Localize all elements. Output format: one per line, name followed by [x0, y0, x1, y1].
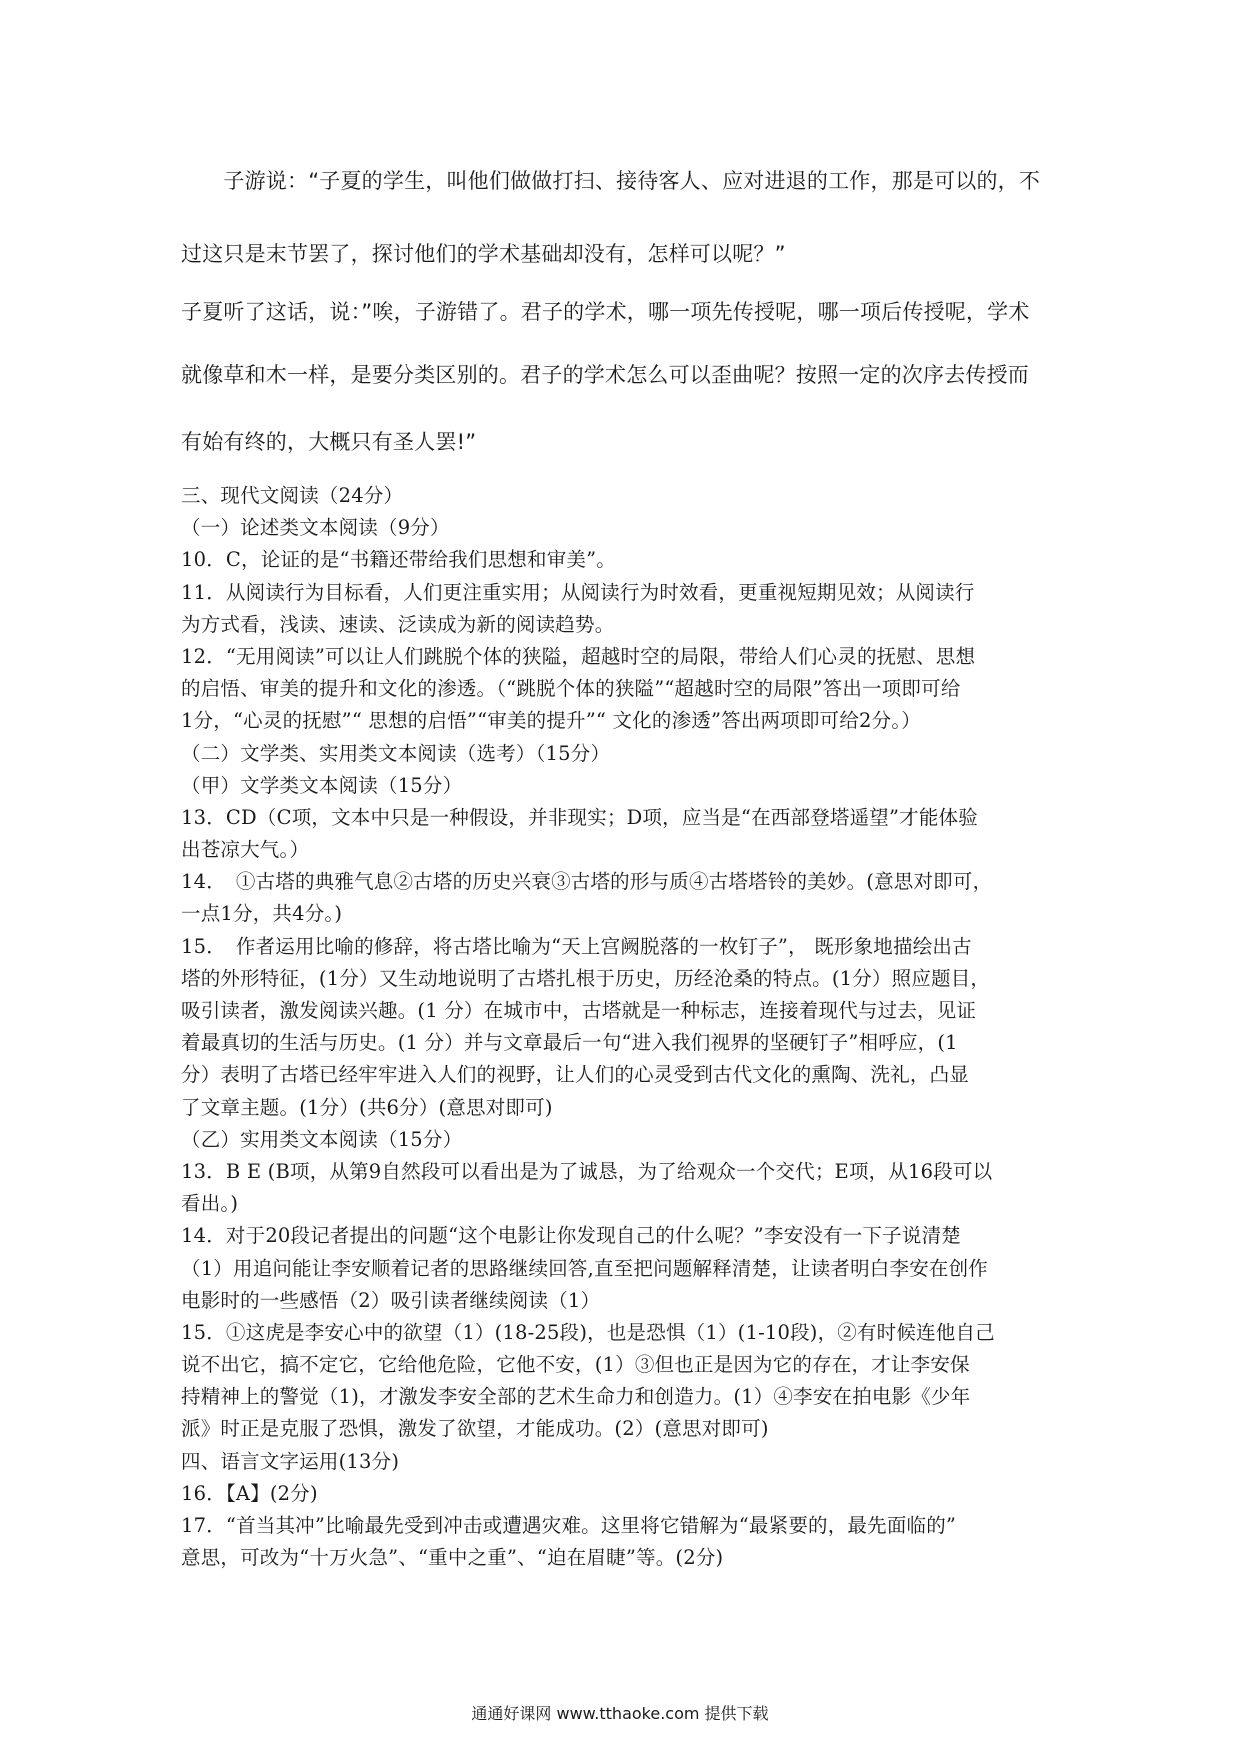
section-heading: 四、语言文字运用(13分)	[181, 1449, 400, 1473]
answer-key	[181, 480, 1071, 1574]
section-heading: 三、现代文阅读（24分）	[181, 484, 404, 507]
footer-watermark: 通通好课网 www.tthaoke.com 提供下载	[471, 1704, 769, 1723]
translation-line: 有始有终的，大概只有圣人罢!”	[181, 430, 477, 454]
answer-line: 电影时的一些感悟（2）吸引读者继续阅读（1）	[181, 1288, 601, 1312]
answer-line: 14． ①古塔的典雅气息②古塔的历史兴衰③古塔的形与质④古塔塔铃的美妙。(意思对即可，	[181, 870, 993, 894]
answer-line: 13．B E (B项，从第9自然段可以看出是为了诚恳，为了给观众一个交代；E项，从16段可以	[181, 1159, 993, 1183]
answer-line: 1分，“心灵的抚慰”“ 思想的启悟”“审美的提升”“ 文化的渗透”答出两项即可给2分。）	[181, 709, 922, 733]
subsection-heading: （一）论述类文本阅读（9分）	[181, 516, 450, 540]
translation-line: 子游说：“子夏的学生，叫他们做做打扫、接待客人、应对进退的工作，那是可以的，不	[181, 169, 1041, 193]
answer-line: 11．从阅读行为目标看，人们更注重实用；从阅读行为时效看，更重视短期见效；从阅读行	[181, 580, 975, 604]
translation-line: 过这只是末节罢了，探讨他们的学术基础却没有，怎样可以呢？”	[181, 242, 786, 266]
translation-line: 子夏听了这话，说：”唉，子游错了。君子的学术，哪一项先传授呢，哪一项后传授呢，学术	[181, 300, 1030, 324]
answer-line: 17．“首当其冲”比喻最先受到冲击或遭遇灾难。这里将它错解为“最紧要的，最先面临的”	[181, 1514, 957, 1537]
answer-line: 塔的外形特征，(1分）又生动地说明了古塔扎根于历史，历经沧桑的特点。(1分）照应题目，	[181, 966, 991, 990]
answer-line: 16．【A】(2分)	[181, 1481, 318, 1505]
answer-line: 出苍凉大气。）	[181, 838, 310, 862]
subsection-heading: （乙）实用类文本阅读（15分）	[181, 1127, 463, 1151]
answer-line: 说不出它，搞不定它，它给他危险，它他不安，(1）③但也正是因为它的存在，才让李安保	[181, 1353, 970, 1377]
answer-line: 为方式看，浅读、速读、泛读成为新的阅读趋势。	[181, 612, 615, 636]
answer-line: 一点1分，共4分。)	[181, 902, 343, 926]
answer-line: 派》时正是克服了恐惧，激发了欲望，才能成功。(2）(意思对即可)	[181, 1417, 769, 1441]
answer-line: 15． 作者运用比喻的修辞，将古塔比喻为“天上宫阙脱落的一枚钉子”， 既形象地描绘出古	[181, 934, 972, 958]
answer-line: 15．①这虎是李安心中的欲望（1）(18-25段)，也是恐惧（1）(1-10段)，②有时候连他自己	[181, 1320, 995, 1344]
answer-line: 吸引读者，激发阅读兴趣。(1 分）在城市中，古塔就是一种标志，连接着现代与过去，见证	[181, 999, 977, 1022]
answer-line: 13．CD（C项，文本中只是一种假设，并非现实；D项，应当是“在西部登塔遥望”才能体验	[181, 805, 978, 829]
answer-line: （1）用追问能让李安顺着记者的思路继续回答,直至把问题解释清楚，让读者明白李安在创作	[181, 1256, 989, 1280]
answer-line: 的启悟、审美的提升和文化的渗透。（“跳脱个体的狭隘”“超越时空的局限”答出一项即可给	[181, 677, 961, 701]
answer-line: 持精神上的警觉（1)，才激发李安全部的艺术生命力和创造力。(1）④李安在拍电影《少年	[181, 1385, 971, 1409]
answer-line: 14．对于20段记者提出的问题“这个电影让你发现自己的什么呢？”李安没有一下子说清楚	[181, 1224, 961, 1248]
answer-line: 看出。)	[181, 1192, 239, 1216]
answer-line: 了文章主题。(1分）(共6分）(意思对即可)	[181, 1095, 553, 1119]
subsection-heading: （甲）文学类文本阅读（15分）	[181, 773, 463, 797]
answer-line: 10．C，论证的是“书籍还带给我们思想和审美”。	[181, 548, 616, 572]
subsection-heading: （二）文学类、实用类文本阅读（选考）（15分）	[181, 741, 611, 765]
answer-line: 意思，可改为“十万火急”、“重中之重”、“迫在眉睫”等。(2分)	[181, 1546, 724, 1570]
answer-line: 分）表明了古塔已经牢牢进入人们的视野，让人们的心灵受到古代文化的熏陶、洗礼，凸显	[181, 1063, 970, 1087]
answer-line: 着最真切的生活与历史。(1 分）并与文章最后一句“进入我们视界的坚硬钉子”相呼应，(1	[181, 1031, 958, 1055]
translation-line: 就像草和木一样，是要分类区别的。君子的学术怎么可以歪曲呢？按照一定的次序去传授而	[181, 363, 1029, 387]
answer-line: 12．“无用阅读”可以让人们跳脱个体的狭隘，超越时空的局限，带给人们心灵的抚慰、思想	[181, 644, 976, 668]
